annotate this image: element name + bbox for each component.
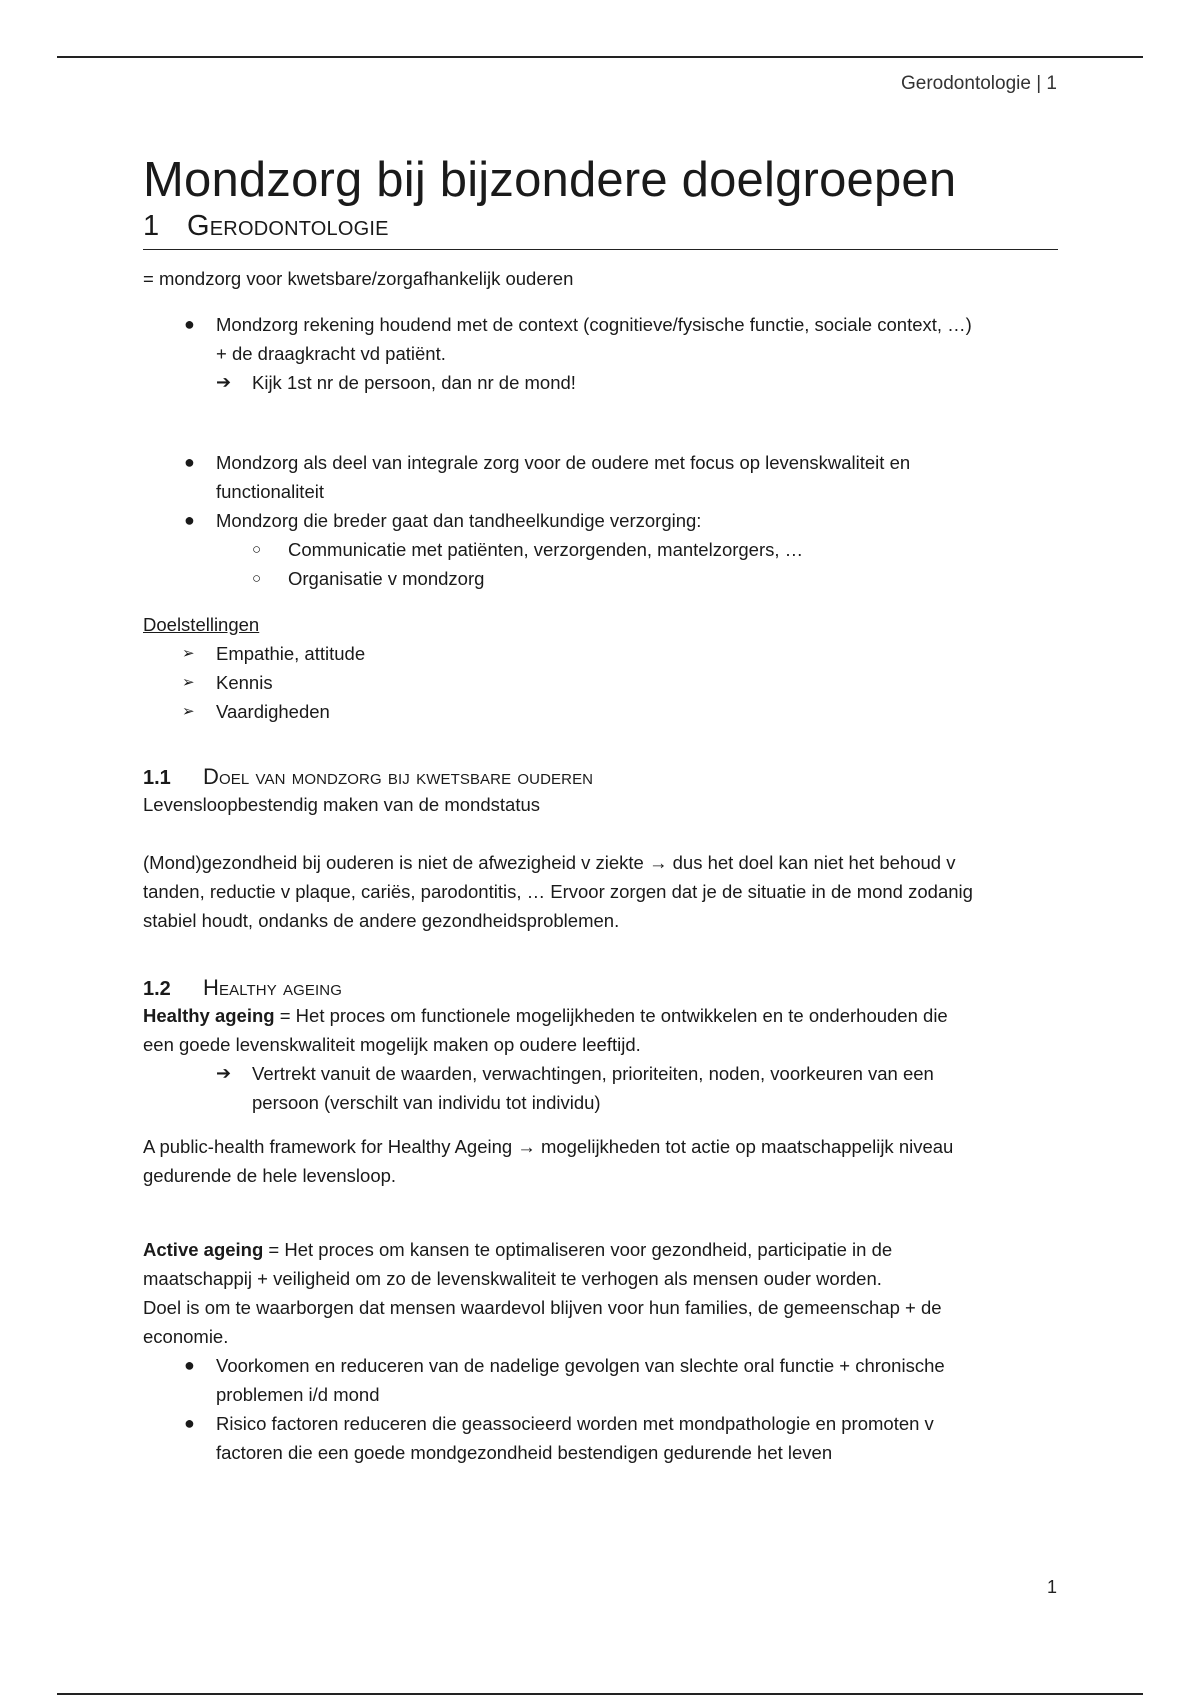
paragraph: A public-health framework for Healthy Ageing → mogelijkheden tot actie op maatschappelijk niveau gedurende de hele levensloop.: [143, 1136, 954, 1186]
section-number: 1: [143, 210, 160, 242]
circle-bullet-icon: ○: [252, 541, 262, 558]
sub-list-item: ○ Communicatie met patiënten, verzorgenden, mantelzorgers, …: [143, 535, 1058, 564]
list-item: ● Voorkomen en reduceren van de nadelige gevolgen van slechte oral functie + chronische problemen i/d mond: [143, 1351, 1058, 1409]
goals-list: [143, 639, 1058, 726]
arrow-note: ➔ Vertrekt vanuit de waarden, verwachtingen, prioriteiten, noden, voorkeuren van een persoon (verschilt van individu tot individu): [143, 1059, 1058, 1117]
list-item: ➢ Vaardigheden: [143, 697, 1058, 726]
paragraph: Levensloopbestendig maken van de mondstatus: [143, 794, 540, 815]
arrow-note: ➔ Kijk 1st nr de persoon, dan nr de mond!: [143, 368, 1058, 397]
term: Active ageing: [143, 1239, 264, 1260]
section-number: 1.1: [143, 767, 171, 789]
bullet-icon: ●: [184, 1355, 195, 1375]
definition-healthy-ageing: Healthy ageing = Het proces om functionele mogelijkheden te ontwikkelen en te onderhouden die een goede levenskwaliteit mogelijk maken op oudere leeftijd.: [143, 1005, 948, 1055]
list-item: ● Risico factoren reduceren die geassocieerd worden met mondpathologie en promoten v factoren die een goede mondgezondheid bestendigen gedurende het leven: [143, 1409, 1058, 1467]
page-number: 1: [1046, 1577, 1057, 1597]
list-item: ➢ Kennis: [143, 668, 1058, 697]
bullet-icon: ●: [184, 314, 195, 334]
arrow-right-icon: ➔: [216, 372, 232, 392]
footer-rule: [57, 1693, 1143, 1695]
running-head: Gerodontologie | 1: [901, 73, 1057, 94]
section-heading-1-1: [143, 764, 1058, 790]
list-item: ● Mondzorg als deel van integrale zorg voor de oudere met focus op levenskwaliteit en functionaliteit: [143, 448, 1058, 506]
section-title: Gerodontologie: [187, 210, 389, 242]
section-title: Healthy ageing: [203, 975, 342, 1000]
bullet-list-a: [143, 310, 1058, 368]
section-heading-1-2: [143, 975, 1058, 1001]
document-title: Mondzorg bij bijzondere doelgroepen: [143, 153, 957, 207]
goals-heading: Doelstellingen: [143, 614, 260, 635]
section-heading-1: [143, 210, 1058, 250]
bullet-list-c: [143, 1351, 1058, 1467]
arrowhead-bullet-icon: ➢: [182, 703, 195, 720]
header-rule: [57, 56, 1143, 58]
sub-list-item: ○ Organisatie v mondzorg: [143, 564, 1058, 593]
paragraph: (Mond)gezondheid bij ouderen is niet de afwezigheid v ziekte → dus het doel kan niet het behoud v tanden, reductie v plaque, cariës, parodontitis, … Ervoor zorgen dat je de situatie in de mond zodanig stabiel houdt, ondanks de andere gezondheidsproblemen.: [143, 852, 973, 931]
arrowhead-bullet-icon: ➢: [182, 645, 195, 662]
section-number: 1.2: [143, 978, 171, 1000]
intro-line: = mondzorg voor kwetsbare/zorgafhankelijk ouderen: [143, 268, 574, 289]
list-item: ➢ Empathie, attitude: [143, 639, 1058, 668]
arrowhead-bullet-icon: ➢: [182, 674, 195, 691]
arrow-right-icon: ➔: [216, 1063, 232, 1083]
term: Healthy ageing: [143, 1005, 275, 1026]
bullet-list-b: [143, 448, 1058, 593]
bullet-icon: ●: [184, 452, 195, 472]
bullet-icon: ●: [184, 510, 195, 530]
section-title: Doel van mondzorg bij kwetsbare ouderen: [203, 764, 594, 789]
bullet-icon: ●: [184, 1413, 195, 1433]
circle-bullet-icon: ○: [252, 570, 262, 587]
page-body: [143, 150, 1058, 1467]
definition-active-ageing: Active ageing = Het proces om kansen te optimaliseren voor gezondheid, participatie in de maatschappij + veiligheid om zo de levenskwaliteit te verhogen als mensen ouder worden. Doel is om te waarborgen dat mensen waardevol blijven voor hun families, de gemeenschap + de economie.: [143, 1239, 942, 1347]
list-item: ● Mondzorg die breder gaat dan tandheelkundige verzorging:: [143, 506, 1058, 535]
list-item: ● Mondzorg rekening houdend met de context (cognitieve/fysische functie, sociale context, …) + de draagkracht vd patiënt.: [143, 310, 1058, 368]
